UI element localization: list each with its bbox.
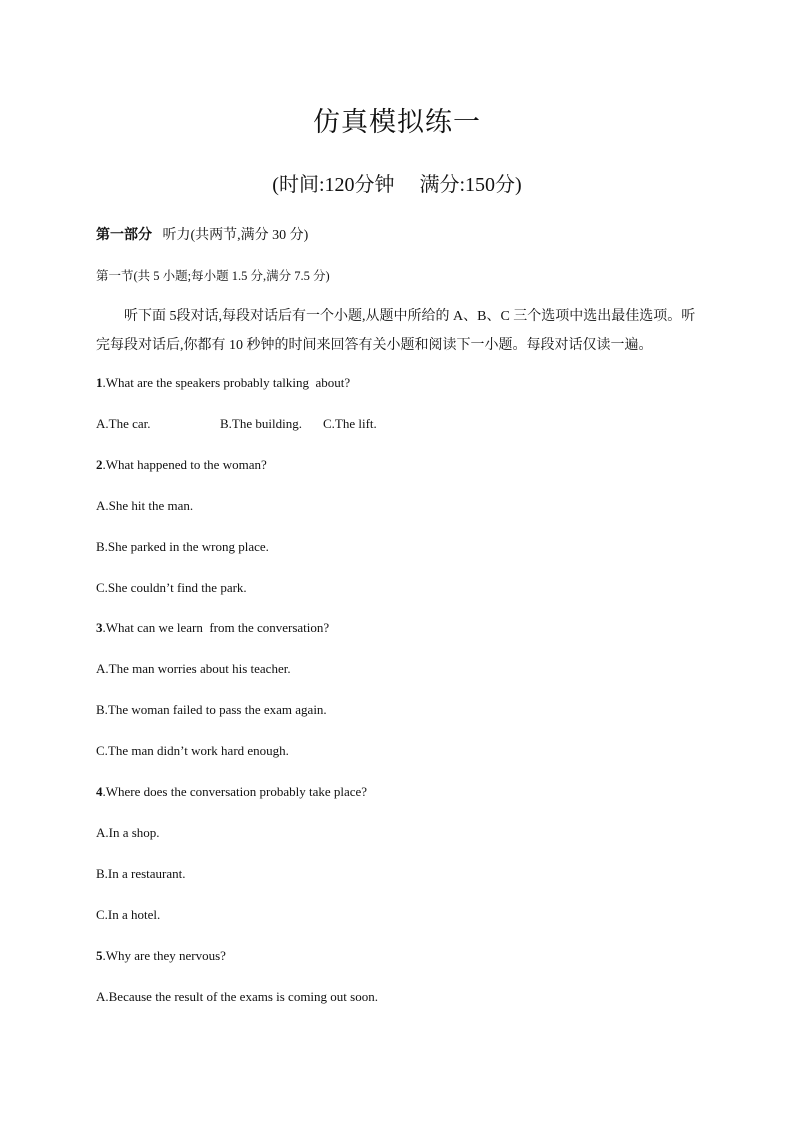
part-heading [96,224,308,244]
question-text: .What happened to the woman? [102,457,267,472]
question-text: .Where does the conversation probably take place? [102,784,368,799]
option-a: A.Because the result of the exams is coming out soon. [96,989,378,1004]
option-c: C.The man didn’t work hard enough. [96,743,289,758]
option-a: A.The car. [96,416,151,431]
section-heading: 第一节(共 5 小题;每小题 1.5 分,满分 7.5 分) [96,269,330,283]
question-number: 3 [96,620,103,635]
part-name: 听力(共两节,满分 30 分) [162,228,309,243]
option-c: C.The lift. [323,416,377,431]
question-1-options [96,416,377,432]
question-3 [96,620,329,636]
option-a: A.She hit the man. [96,498,194,513]
option-b: B.In a restaurant. [96,866,186,881]
part-label: 第一部分 [96,228,152,243]
question-text: .What can we learn from the conversation? [102,620,330,635]
option-a: A.The man worries about his teacher. [96,661,291,676]
question-number: 5 [96,948,103,963]
option-b: B.She parked in the wrong place. [96,539,269,554]
question-number: 4 [96,784,103,799]
option-a: A.In a shop. [96,825,160,840]
question-2 [96,457,267,473]
question-number: 2 [96,457,103,472]
option-b: B.The building. [220,416,302,431]
exam-time-score: (时间:120分钟 满分:150分) [272,174,522,196]
question-text: .What are the speakers probably talking about? [102,375,351,390]
option-c: C.In a hotel. [96,907,161,922]
question-number: 1 [96,375,103,390]
option-b: B.The woman failed to pass the exam again. [96,702,327,717]
option-c: C.She couldn’t find the park. [96,580,247,595]
instructions-paragraph: 听下面 5段对话,每段对话后有一个小题,从题中所给的 A、B、C 三个选项中选出最佳选项。听完每段对话后,你都有 10 秒钟的时间来回答有关小题和阅读下一小题。每段对话仅读一遍。 [96,309,696,353]
question-4 [96,784,367,800]
page-title: 仿真模拟练一 [313,107,481,137]
question-text: .Why are they nervous? [102,948,226,963]
question-1 [96,375,350,391]
question-5 [96,948,226,964]
